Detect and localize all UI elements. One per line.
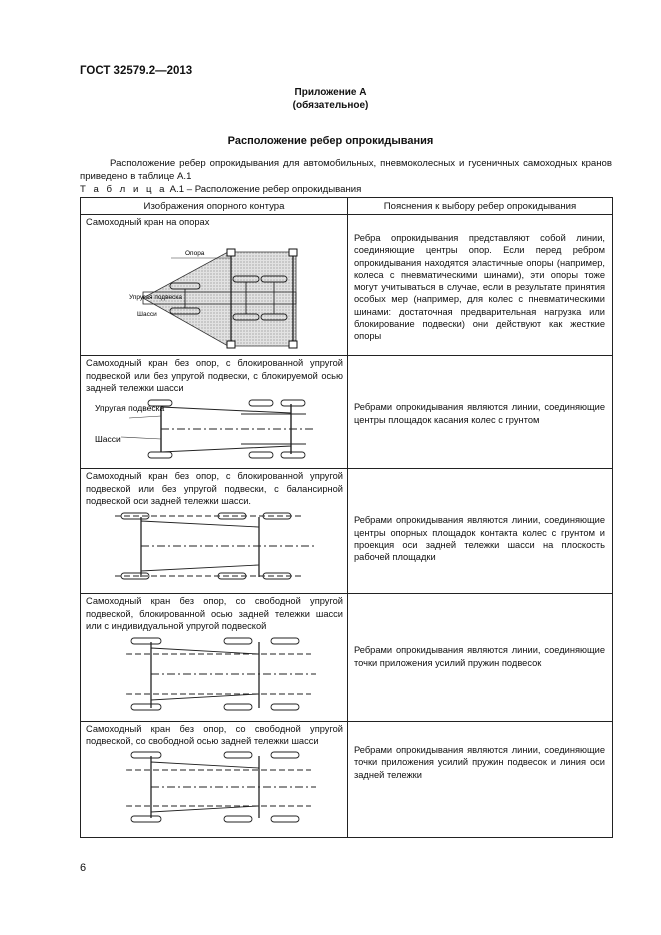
explanation-cell [348, 469, 613, 594]
explanation-cell [348, 594, 613, 722]
free-suspension-blocked-axle-diagram [81, 632, 347, 716]
image-cell [81, 215, 348, 356]
table-caption-prefix: Т а б л и ц а [80, 184, 167, 195]
row-explanation: Ребрами опрокидывания являются линии, соединяющие точки приложения усилий пружин подвесок и линия оси задней тележки [354, 745, 605, 780]
free-suspension-free-axle-diagram [81, 748, 347, 832]
tipping-edges-table [80, 197, 613, 838]
table-row [81, 215, 613, 356]
suspension-label-text: Упругая подвеска [129, 294, 182, 302]
row-explanation: Ребрами опрокидывания являются линии, соединяющие центры опорных площадок контакта колес с грунтом и проекция оси задней тележки шасси на плоскость рабочей площадки [354, 515, 605, 563]
column-header-images: Изображения опорного контура [81, 198, 348, 215]
wheel [271, 816, 299, 822]
row-title: Самоходный кран на опорах [86, 217, 210, 227]
appendix-title: Приложение А [294, 87, 367, 98]
wheel [224, 638, 252, 644]
wheel [224, 752, 252, 758]
image-cell [81, 594, 348, 722]
wheel [224, 704, 252, 710]
column-header-explanations: Пояснения к выбору ребер опрокидывания [348, 198, 613, 215]
wheel [131, 816, 161, 822]
table-header-row [81, 198, 613, 215]
wheel [271, 638, 299, 644]
table-row [81, 722, 613, 838]
wheel [271, 704, 299, 710]
wheel [281, 452, 305, 458]
table-caption-text: А.1 – Расположение ребер опрокидывания [166, 184, 362, 195]
row-title: Самоходный кран без опор, со свободной упругой подвеской, со свободной осью задней тележки шасси [86, 724, 343, 747]
wheel [131, 752, 161, 758]
explanation-cell [348, 215, 613, 356]
section-title: Расположение ребер опрокидывания [227, 135, 434, 147]
wheel [249, 400, 273, 406]
balanced-axle-diagram [81, 507, 347, 585]
suspension-label [129, 294, 182, 301]
table-caption [80, 184, 361, 195]
row-explanation: Ребрами опрокидывания являются линии, соединяющие точки приложения усилий пружин подвесок [354, 645, 605, 668]
wheel [249, 452, 273, 458]
row-title: Самоходный кран без опор, со свободной упругой подвеской, блокированной осью задней тележки шасси или с индивидуальной упругой подвеской [86, 596, 343, 631]
row-explanation: Ребрами опрокидывания являются линии, соединяющие центры площадок касания колес с грунтом [354, 402, 605, 425]
outrigger-crane-diagram [81, 228, 347, 350]
page-number: 6 [80, 862, 87, 874]
wheel [131, 638, 161, 644]
intro-paragraph: Расположение ребер опрокидывания для автомобильных, пневмоколесных и гусеничных самоходных кранов приведено в таблице А.1 [80, 158, 612, 182]
explanation-cell [348, 356, 613, 469]
row-explanation: Ребра опрокидывания представляют собой линии, соединяющие центры опор. Если перед ребром опрокидывания находятся эластичные опоры (например, колеса с пневматическими шинами), эти опоры тоже могут учитываться в случае, если в результате принятия особых мер (например, для колес с пневматическими шинами: достаточная предварительная нагрузка или блокирование подвески) они действуют как жесткие опоры [354, 233, 605, 342]
image-cell [81, 356, 348, 469]
wheel [131, 704, 161, 710]
row-title: Самоходный кран без опор, с блокированной упругой подвеской или без упругой подвески, с балансирной подвеской оси задней тележки шасси. [86, 471, 343, 506]
wheel [271, 752, 299, 758]
chassis-label: Шасси [137, 311, 157, 319]
image-cell [81, 469, 348, 594]
wheel [148, 452, 172, 458]
blocked-axle-diagram [81, 394, 347, 460]
wheel [224, 816, 252, 822]
suspension-label: Упругая подвеска [95, 403, 165, 414]
table-row [81, 594, 613, 722]
appendix-status: (обязательное) [292, 100, 369, 111]
table-row [81, 469, 613, 594]
support-label: Опора [185, 250, 205, 258]
document-id: ГОСТ 32579.2—2013 [80, 65, 193, 77]
chassis-label: Шасси [95, 434, 121, 445]
wheel [281, 400, 305, 406]
image-cell [81, 722, 348, 838]
explanation-cell [348, 722, 613, 838]
row-title: Самоходный кран без опор, с блокированной упругой подвеской или без упругой подвески, с блокируемой осью задней тележки шасси [86, 358, 343, 393]
table-row [81, 356, 613, 469]
